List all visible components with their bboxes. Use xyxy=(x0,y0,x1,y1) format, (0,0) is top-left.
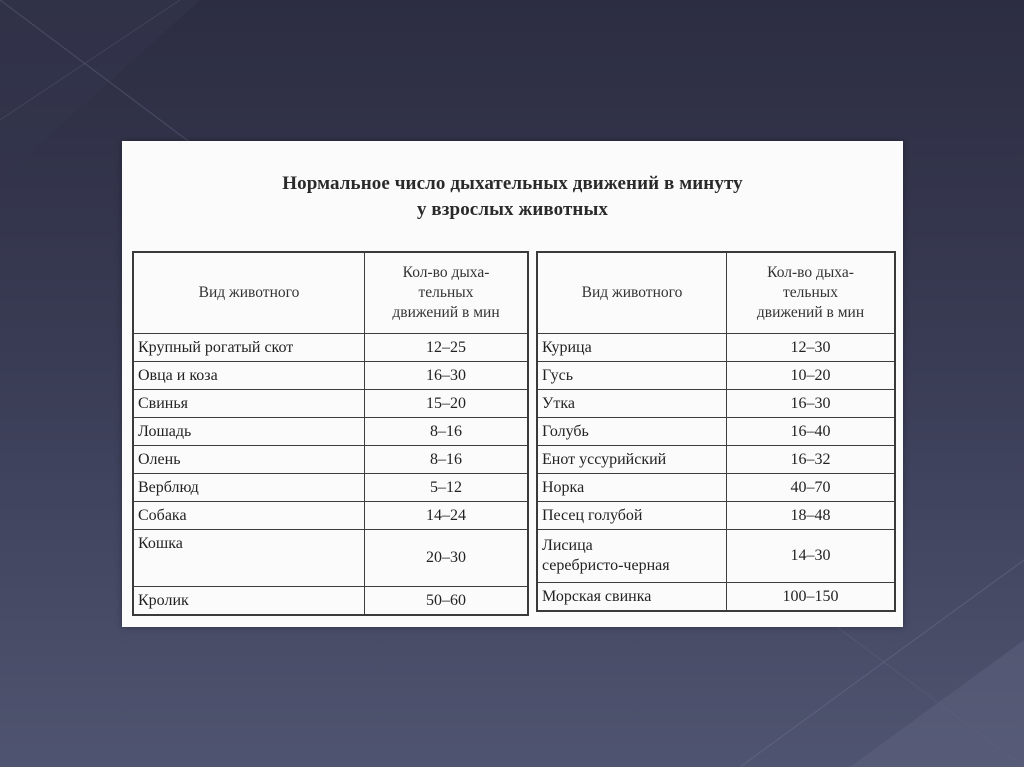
header-rate-line-2: тельных xyxy=(783,284,838,301)
animal-cell-line-1: Лисица xyxy=(542,537,593,554)
animal-cell: Песец голубой xyxy=(537,502,727,530)
rate-cell: 20–30 xyxy=(365,530,529,587)
table-row xyxy=(133,390,528,418)
table-row xyxy=(537,502,895,530)
rate-cell: 16–32 xyxy=(727,446,896,474)
animal-cell: Гусь xyxy=(537,362,727,390)
table-row xyxy=(537,418,895,446)
rate-cell: 14–30 xyxy=(727,530,896,583)
animal-cell: Голубь xyxy=(537,418,727,446)
animal-cell: Морская свинка xyxy=(537,583,727,612)
animal-cell: Овца и коза xyxy=(133,362,365,390)
table-row xyxy=(133,502,528,530)
rate-cell: 50–60 xyxy=(365,587,529,616)
rate-cell: 16–30 xyxy=(365,362,529,390)
table-row xyxy=(537,390,895,418)
table-row xyxy=(133,334,528,362)
rate-cell: 12–25 xyxy=(365,334,529,362)
animal-cell xyxy=(537,530,727,583)
table-row xyxy=(537,530,895,583)
table-image xyxy=(122,141,903,627)
table-row xyxy=(133,474,528,502)
header-rate xyxy=(365,252,529,334)
table-row xyxy=(133,446,528,474)
animal-cell-line-2: серебристо-черная xyxy=(542,557,670,574)
header-rate-line-3: движений в мин xyxy=(756,304,865,321)
table-row xyxy=(133,418,528,446)
table-row xyxy=(537,583,895,612)
animal-cell: Свинья xyxy=(133,390,365,418)
animal-cell: Кролик xyxy=(133,587,365,616)
animal-cell: Норка xyxy=(537,474,727,502)
rate-cell: 16–30 xyxy=(727,390,896,418)
animal-cell: Верблюд xyxy=(133,474,365,502)
table-row xyxy=(537,474,895,502)
right-table xyxy=(536,251,896,612)
rate-cell: 18–48 xyxy=(727,502,896,530)
animal-cell: Крупный рогатый скот xyxy=(133,334,365,362)
header-row xyxy=(133,252,528,334)
rate-cell: 15–20 xyxy=(365,390,529,418)
rate-cell: 14–24 xyxy=(365,502,529,530)
title-line-1: Нормальное число дыхательных движений в минуту xyxy=(282,173,743,194)
header-row xyxy=(537,252,895,334)
animal-cell: Утка xyxy=(537,390,727,418)
title-line-2: у взрослых животных xyxy=(416,199,608,220)
header-rate-line-1: Кол-во дыха- xyxy=(767,264,854,281)
header-animal: Вид животного xyxy=(133,252,365,334)
header-rate-line-2: тельных xyxy=(418,284,474,301)
header-rate xyxy=(727,252,896,334)
table-row xyxy=(537,334,895,362)
rate-cell: 12–30 xyxy=(727,334,896,362)
animal-cell: Лошадь xyxy=(133,418,365,446)
rate-cell: 8–16 xyxy=(365,418,529,446)
rate-cell: 16–40 xyxy=(727,418,896,446)
header-rate-line-1: Кол-во дыха- xyxy=(402,264,490,281)
animal-cell: Енот уссурийский xyxy=(537,446,727,474)
rate-cell: 100–150 xyxy=(727,583,896,612)
header-rate-line-3: движений в мин xyxy=(392,304,500,321)
table-row xyxy=(133,587,528,616)
header-animal: Вид животного xyxy=(537,252,727,334)
table-title xyxy=(122,171,903,223)
rate-cell: 8–16 xyxy=(365,446,529,474)
left-table xyxy=(132,251,529,616)
animal-cell: Собака xyxy=(133,502,365,530)
table-row xyxy=(133,362,528,390)
table-row xyxy=(537,362,895,390)
animal-cell: Кошка xyxy=(133,530,365,587)
animal-cell: Курица xyxy=(537,334,727,362)
table-row xyxy=(537,446,895,474)
table-row xyxy=(133,530,528,587)
rate-cell: 10–20 xyxy=(727,362,896,390)
rate-cell: 40–70 xyxy=(727,474,896,502)
animal-cell: Олень xyxy=(133,446,365,474)
rate-cell: 5–12 xyxy=(365,474,529,502)
